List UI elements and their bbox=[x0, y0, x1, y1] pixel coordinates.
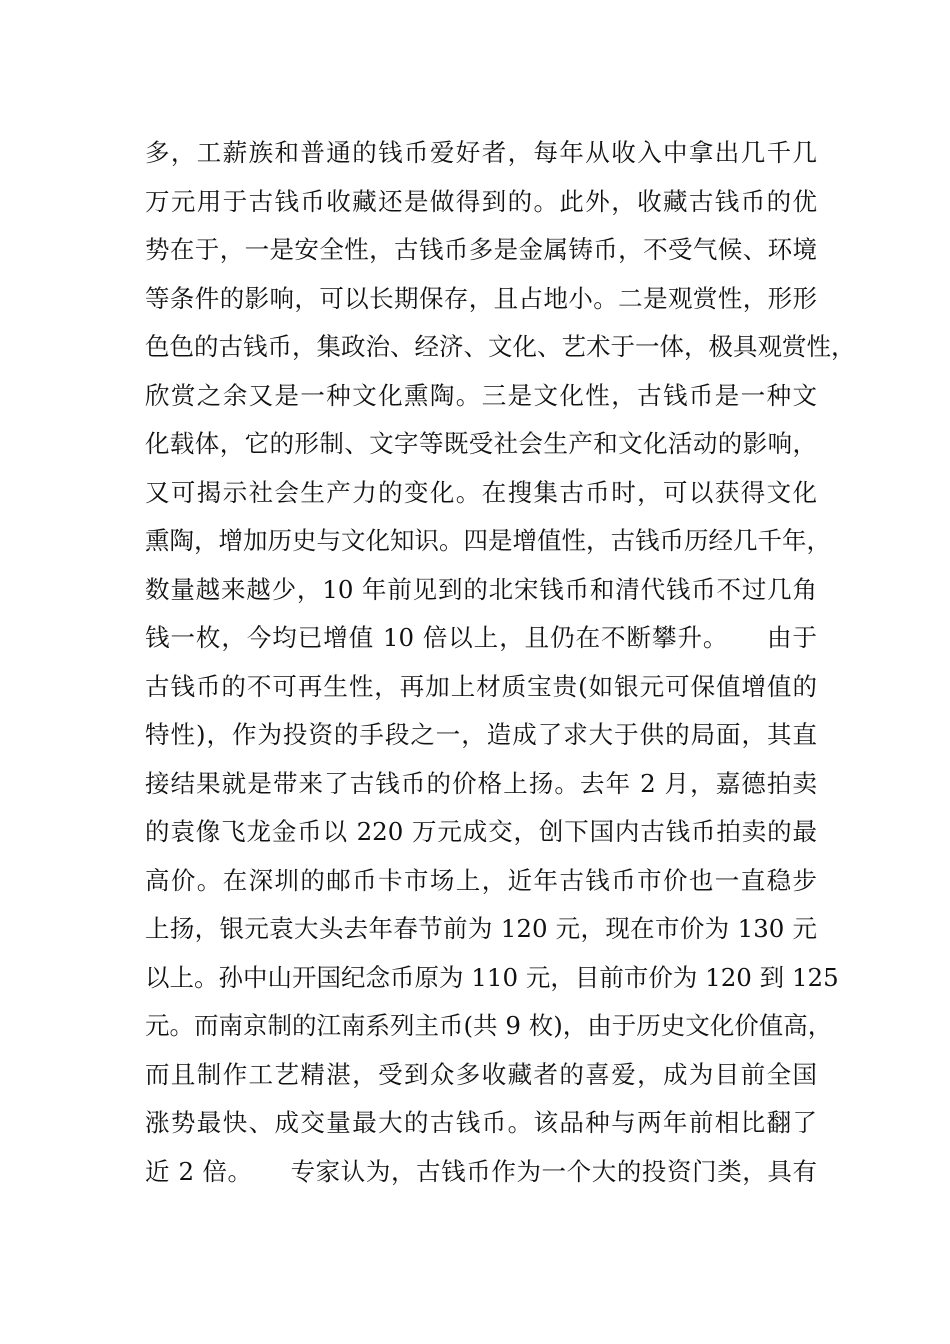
text-line: 熏陶，增加历史与文化知识。四是增值性，古钱币历经几千年， bbox=[145, 526, 831, 555]
text-line: 高价。在深圳的邮币卡市场上，近年古钱币市价也一直稳步 bbox=[145, 865, 817, 895]
text-line: 又可揭示社会生产力的变化。在搜集古币时，可以获得文化 bbox=[145, 477, 817, 507]
text-line: 多，工薪族和普通的钱币爱好者，每年从收入中拿出几千几 bbox=[145, 138, 817, 167]
text-line: 特性)，作为投资的手段之一，造成了求大于供的局面，其直 bbox=[145, 720, 817, 749]
text-line: 化载体，它的形制、文字等既受社会生产和文化活动的影响， bbox=[145, 429, 817, 458]
text-line: 接结果就是带来了古钱币的价格上扬。去年 2 月，嘉德拍卖 bbox=[145, 768, 817, 798]
text-line: 钱一枚，今均已增值 10 倍以上，且仍在不断攀升。 由于 bbox=[145, 623, 817, 652]
body-paragraph bbox=[145, 129, 856, 1196]
text-line: 而且制作工艺精湛，受到众多收藏者的喜爱，成为目前全国 bbox=[145, 1059, 817, 1089]
text-line: 古钱币的不可再生性，再加上材质宝贵(如银元可保值增值的 bbox=[145, 671, 817, 701]
text-line: 的袁像飞龙金币以 220 万元成交，创下国内古钱币拍卖的最 bbox=[145, 817, 817, 846]
text-line: 等条件的影响，可以长期保存，且占地小。二是观赏性，形形 bbox=[145, 283, 817, 313]
text-line: 涨势最快、成交量最大的古钱币。该品种与两年前相比翻了 bbox=[145, 1108, 817, 1137]
text-line: 元。而南京制的江南系列主币(共 9 枚)，由于历史文化价值高， bbox=[145, 1011, 833, 1040]
text-line: 数量越来越少，10 年前见到的北宋钱币和清代钱币不过几角 bbox=[145, 574, 817, 604]
text-line: 色色的古钱币，集政治、经济、文化、艺术于一体，极具观赏性， bbox=[145, 332, 856, 361]
text-line: 势在于，一是安全性，古钱币多是金属铸币，不受气候、环境 bbox=[145, 235, 817, 264]
text-line: 欣赏之余又是一种文化熏陶。三是文化性，古钱币是一种文 bbox=[145, 380, 817, 410]
text-line: 万元用于古钱币收藏还是做得到的。此外，收藏古钱币的优 bbox=[145, 186, 817, 216]
text-line: 以上。孙中山开国纪念币原为 110 元，目前市价为 120 到 125 bbox=[145, 962, 839, 992]
text-line: 近 2 倍。 专家认为，古钱币作为一个大的投资门类，具有 bbox=[145, 1156, 817, 1186]
text-line: 上扬，银元袁大头去年春节前为 120 元，现在市价为 130 元 bbox=[145, 914, 817, 943]
